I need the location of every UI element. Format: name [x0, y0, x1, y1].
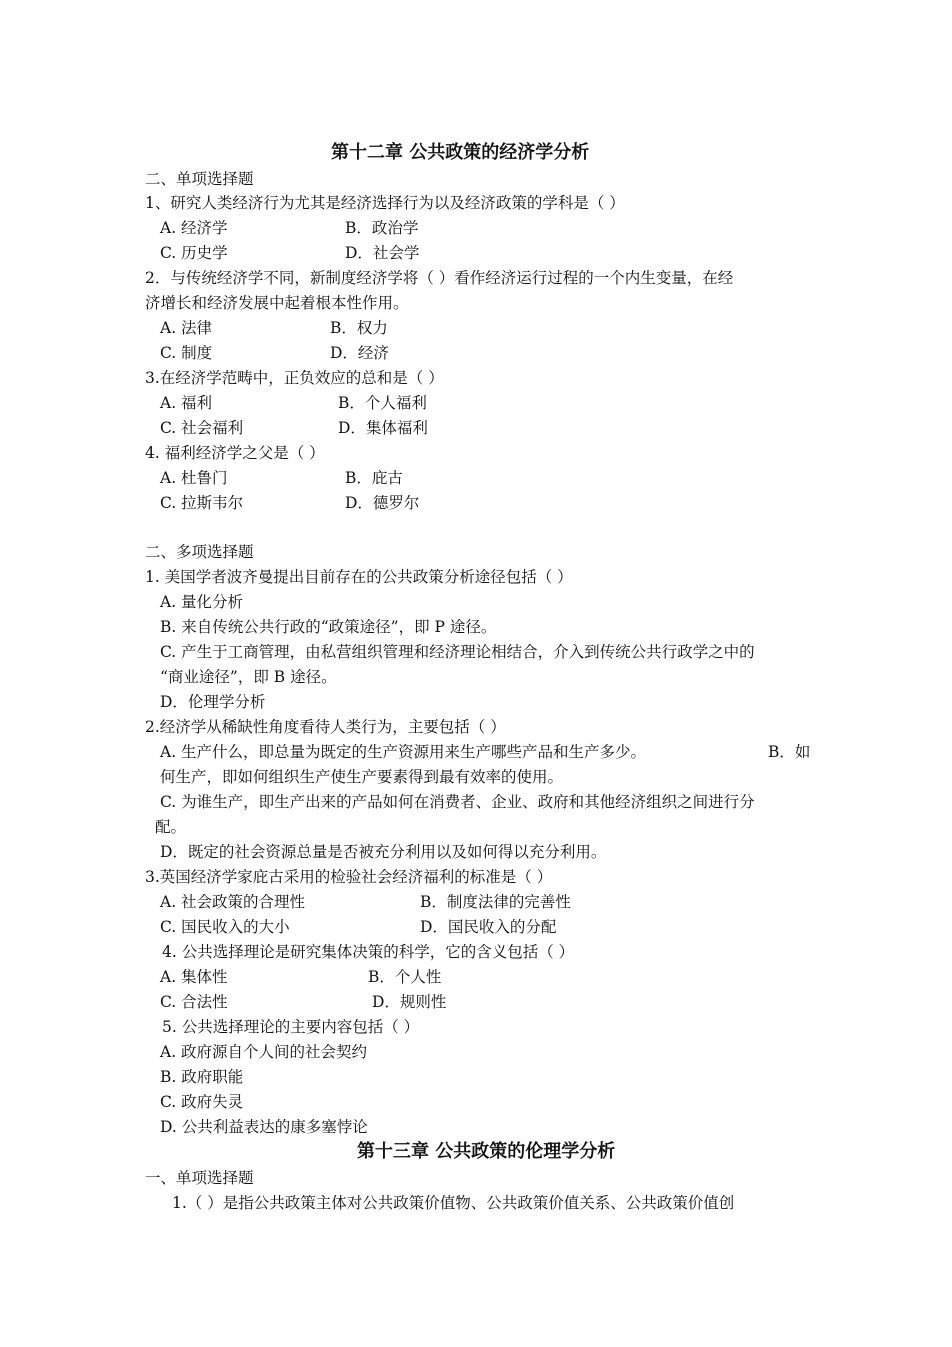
question-2-option-b: B．权力	[330, 319, 388, 337]
question-2-stem-line-2: 济增长和经济发展中起着根本性作用。	[145, 294, 409, 312]
question-3-option-d: D．集体福利	[338, 419, 428, 437]
chapter-12-title: 第十二章 公共政策的经济学分析	[331, 142, 590, 163]
question-4-stem: 4. 福利经济学之父是（ ）	[145, 444, 325, 462]
section-heading-single-choice: 二、单项选择题	[145, 170, 254, 188]
section-heading-multiple-choice: 二、多项选择题	[145, 543, 254, 561]
question-3-option-b: B．个人福利	[338, 394, 427, 412]
chapter-13-question-1-stem: 1.（ ）是指公共政策主体对公共政策价值物、公共政策价值关系、公共政策价值创	[172, 1194, 735, 1212]
multi-question-3-option-d: D．国民收入的分配	[420, 918, 557, 936]
question-4-option-d: D．德罗尔	[345, 494, 420, 512]
multi-question-4-option-b: B．个人性	[368, 968, 442, 986]
multi-question-5-stem: 5. 公共选择理论的主要内容包括（ ）	[162, 1018, 420, 1036]
question-1-option-b: B．政治学	[345, 219, 419, 237]
question-2-option-c: C. 制度	[160, 344, 213, 362]
multi-question-4-stem: 4. 公共选择理论是研究集体决策的科学，它的含义包括（ ）	[162, 943, 575, 961]
question-4-option-a: A. 杜鲁门	[160, 469, 228, 487]
question-4-option-c: C. 拉斯韦尔	[160, 494, 244, 512]
multi-question-5-option-b: B. 政府职能	[160, 1068, 244, 1086]
multi-question-1-option-a: A. 量化分析	[160, 593, 244, 611]
multi-question-3-stem: 3.英国经济学家庇古采用的检验社会经济福利的标准是（ ）	[145, 868, 553, 886]
question-2-stem-line-1: 2．与传统经济学不同，新制度经济学将（ ）看作经济运行过程的一个内生变量，在经	[145, 269, 734, 287]
multi-question-1-option-d: D．伦理学分析	[160, 693, 266, 711]
multi-question-2-option-c-line-1: C. 为谁生产，即生产出来的产品如何在消费者、企业、政府和其他经济组织之间进行分	[160, 793, 755, 811]
multi-question-5-option-a: A. 政府源自个人间的社会契约	[160, 1043, 368, 1061]
chapter-13-title: 第十三章 公共政策的伦理学分析	[357, 1141, 616, 1162]
chapter-13-section-heading-single-choice: 一、单项选择题	[145, 1169, 254, 1187]
question-1-option-c: C. 历史学	[160, 244, 228, 262]
multi-question-1-option-b: B. 来自传统公共行政的“政策途径”，即 P 途径。	[160, 618, 497, 636]
question-1-option-d: D．社会学	[345, 244, 420, 262]
multi-question-3-option-c: C. 国民收入的大小	[160, 918, 290, 936]
multi-question-1-stem: 1. 美国学者波齐曼提出目前存在的公共政策分析途径包括（ ）	[145, 568, 573, 586]
question-3-option-a: A. 福利	[160, 394, 213, 412]
multi-question-2-option-b-cont: 何生产，即如何组织生产使生产要素得到最有效率的使用。	[160, 768, 564, 786]
multi-question-2-option-d: D．既定的社会资源总量是否被充分利用以及如何得以充分利用。	[160, 843, 607, 861]
question-3-option-c: C. 社会福利	[160, 419, 244, 437]
multi-question-2-stem: 2.经济学从稀缺性角度看待人类行为，主要包括（ ）	[145, 718, 506, 736]
multi-question-5-option-d: D. 公共利益表达的康多塞悖论	[160, 1118, 368, 1136]
question-3-stem: 3.在经济学范畴中，正负效应的总和是（ ）	[145, 369, 444, 387]
question-2-option-a: A. 法律	[160, 319, 213, 337]
multi-question-1-option-c-line-2: “商业途径”，即 B 途径。	[160, 668, 337, 686]
question-4-option-b: B．庇古	[345, 469, 403, 487]
question-1-stem: 1、研究人类经济行为尤其是经济选择行为以及经济政策的学科是（ ）	[145, 194, 625, 212]
multi-question-1-option-c-line-1: C. 产生于工商管理，由私营组织管理和经济理论相结合，介入到传统公共行政学之中的	[160, 643, 755, 661]
multi-question-5-option-c: C. 政府失灵	[160, 1093, 244, 1111]
question-1-option-a: A. 经济学	[160, 219, 228, 237]
multi-question-2-option-c-line-2: 配。	[155, 818, 187, 836]
multi-question-3-option-b: B．制度法律的完善性	[420, 893, 571, 911]
multi-question-4-option-a: A. 集体性	[160, 968, 228, 986]
multi-question-2-option-a: A. 生产什么，即总量为既定的生产资源用来生产哪些产品和生产多少。	[160, 743, 647, 761]
multi-question-4-option-c: C. 合法性	[160, 993, 228, 1011]
multi-question-3-option-a: A. 社会政策的合理性	[160, 893, 306, 911]
multi-question-4-option-d: D．规则性	[372, 993, 447, 1011]
multi-question-2-option-b-start: B．如	[768, 743, 811, 761]
question-2-option-d: D．经济	[330, 344, 389, 362]
